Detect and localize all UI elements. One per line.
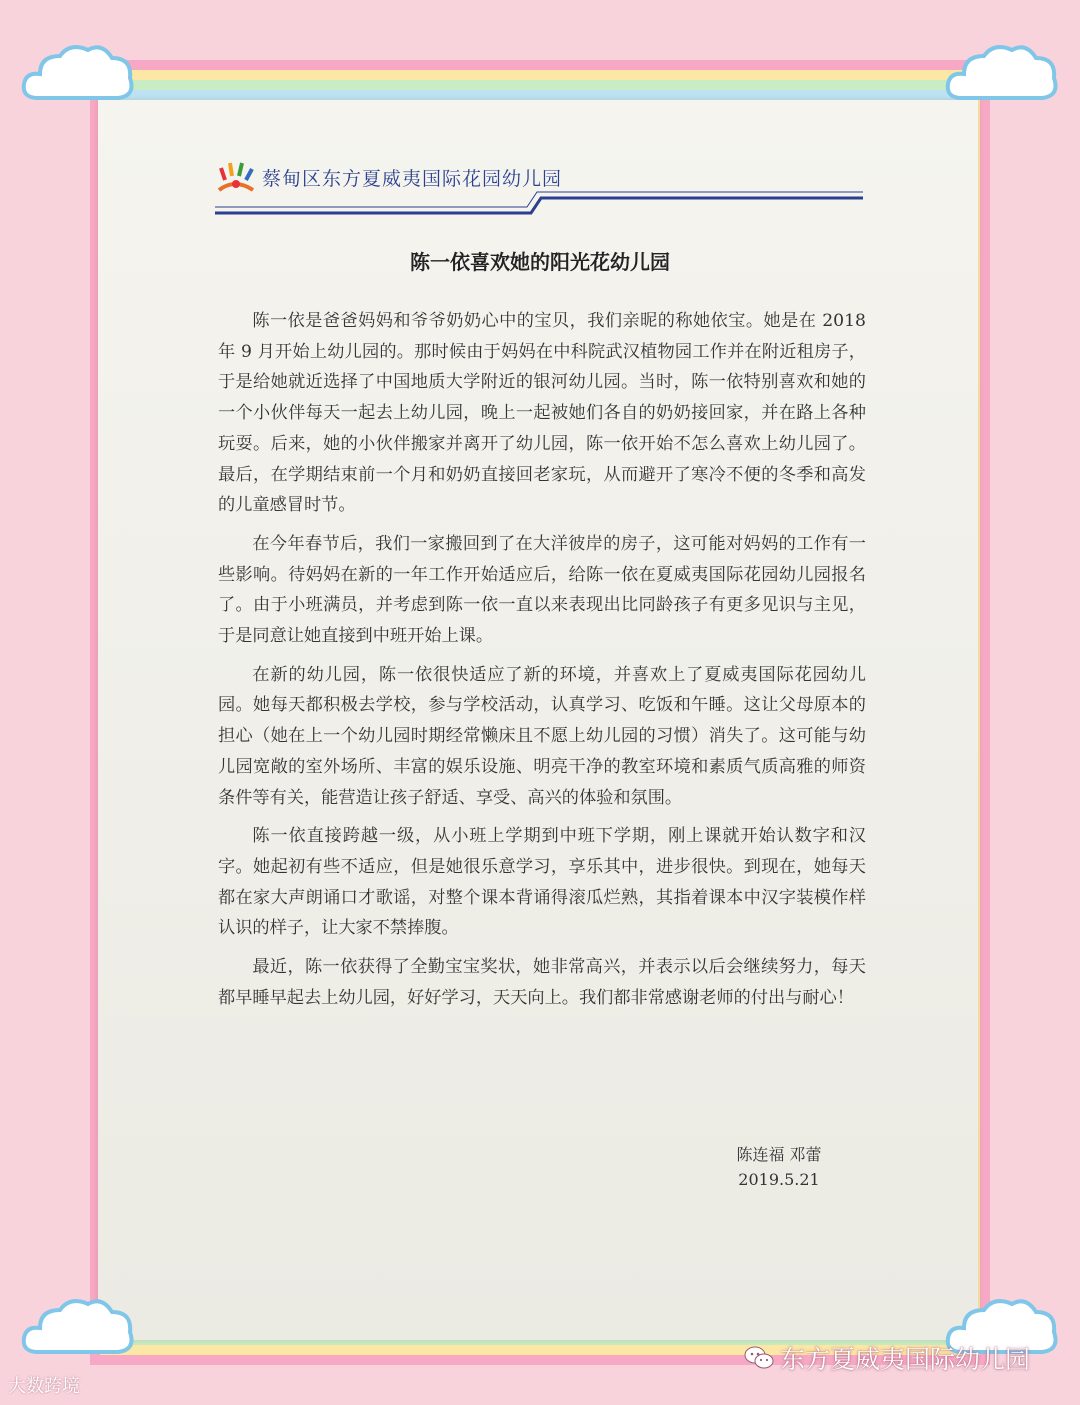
paragraph: 最近，陈一依获得了全勤宝宝奖状，她非常高兴，并表示以后会继续努力，每天都早睡早起去上幼儿园，好好学习，天天向上。我们都非常感谢老师的付出与耐心！ [218,957,866,1008]
cloud-icon [942,38,1062,108]
wechat-account [744,1340,1030,1376]
school-name: 蔡甸区东方夏威夷国际花园幼儿园 [262,168,563,190]
wechat-icon [744,1345,774,1371]
signature-block [724,1142,834,1192]
cloud-icon [18,38,138,108]
watermark-text: 大数跨境 [8,1376,80,1397]
paragraph: 陈一依是爸爸妈妈和爷爷奶奶心中的宝贝，我们亲昵的称她依宝。她是在 2018 年 9 月开始上幼儿园的。那时候由于妈妈在中科院武汉植物园工作并在附近租房子，于是给她就近选择了中国地质大学附近的银河幼儿园。当时，陈一依特别喜欢和她的一个小伙伴每天一起去上幼儿园，晚上一起被她们各自的奶奶接回家，并在路上各种玩耍。后来，她的小伙伴搬家并离开了幼儿园，陈一依开始不怎么喜欢上幼儿园了。最后，在学期结束前一个月和奶奶直接回老家玩，从而避开了寒冷不便的冬季和高发的儿童感冒时节。 [218,311,866,516]
paragraph: 在今年春节后，我们一家搬回到了在大洋彼岸的房子，这可能对妈妈的工作有一些影响。待妈妈在新的一年工作开始适应后，给陈一依在夏威夷国际花园幼儿园报名了。由于小班满员，并考虑到陈一依一直以来表现出比同龄孩子有更多见识与主见，于是同意让她直接到中班开始上课。 [218,533,866,647]
paragraph: 在新的幼儿园，陈一依很快适应了新的环境，并喜欢上了夏威夷国际花园幼儿园。她每天都积极去学校，参与学校活动，认真学习、吃饭和午睡。这让父母原本的担心（她在上一个幼儿园时期经常懒床且不愿上幼儿园的习惯）消失了。这可能与幼儿园宽敞的室外场所、丰富的娱乐设施、明亮干净的教室环境和素质气质高雅的师资条件等有关，能营造让孩子舒适、享受、高兴的体验和氛围。 [218,664,866,808]
signature-date: 2019.5.21 [738,1170,820,1189]
wechat-account-name: 东方夏威夷国际幼儿园 [780,1345,1031,1374]
letter-body [218,306,866,1021]
paragraph: 陈一依直接跨越一级，从小班上学期到中班下学期，刚上课就开始认数字和汉字。她起初有些不适应，但是她很乐意学习，享乐其中，进步很快。到现在，她每天都在家大声朗诵口才歌谣，对整个课本背诵得滚瓜烂熟，其指着课本中汉字装模作样认识的样子，让大家不禁捧腹。 [218,826,866,939]
cloud-icon [18,1292,138,1362]
letter-title: 陈一依喜欢她的阳光花幼儿园 [410,250,670,274]
letterhead-rule [215,180,863,216]
signature-names: 陈连福 邓蕾 [736,1145,822,1164]
